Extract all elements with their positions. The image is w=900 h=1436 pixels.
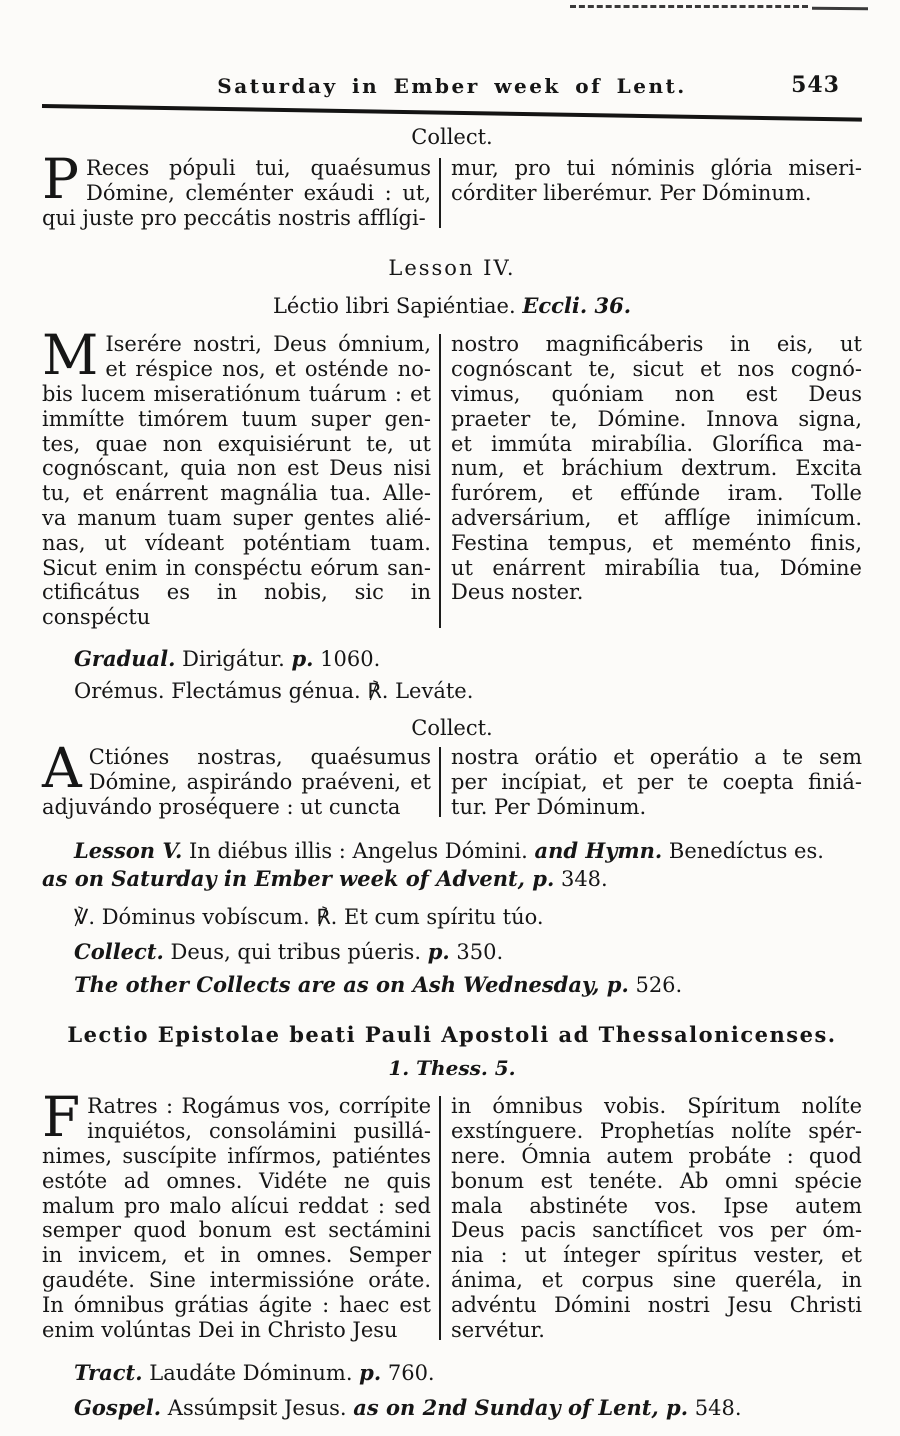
text-line: et réspice nos, et osténde no- xyxy=(105,357,431,382)
text-line: semper quod bonum est sectámini xyxy=(42,1218,431,1243)
text-line: nia : ut ínteger spíritus vester, et xyxy=(451,1243,862,1268)
page-number: 543 xyxy=(791,72,840,98)
column-divider xyxy=(439,158,441,228)
text-line: gaudéte. Sine intermissióne oráte. xyxy=(42,1267,431,1292)
lesson5-line2: as on Saturday in Ember week of Advent, p. 348. xyxy=(42,866,608,892)
text-line: immítte timórem tuum super gen- xyxy=(42,406,431,431)
text-line: nere. Ómnia autem probáte : quod xyxy=(451,1143,862,1168)
text-line: ut enárrent mirabília tua, Dómine xyxy=(451,555,862,580)
collect2-heading: Collect. xyxy=(411,715,493,740)
lesson4-subheading: Léctio libri Sapiéntiae. Eccli. 36. xyxy=(272,293,632,319)
text-line: Deus noster. xyxy=(451,580,584,605)
collect-left-lines xyxy=(42,147,431,230)
text-line: tes, quae non exquisiérunt te, ut xyxy=(42,431,431,456)
column-divider xyxy=(439,334,441,628)
text-line: malum pro malo alícui reddat : sed xyxy=(42,1193,431,1218)
lesson4-right-column xyxy=(451,332,862,630)
collect-right-lines xyxy=(451,156,862,206)
page-title: Saturday in Ember week of Lent. xyxy=(217,74,687,98)
text-line: Iserére nostri, Deus ómnium, xyxy=(105,332,431,357)
text-line: mur, pro tui nóminis glória miseri- xyxy=(451,156,862,180)
dropcap-m: M xyxy=(42,323,99,388)
text-line: advéntu Dómini nostri Jesu Christi xyxy=(451,1292,862,1317)
text-line: tur. Per Dóminum. xyxy=(451,794,647,819)
collect-text-block xyxy=(42,147,862,230)
running-header xyxy=(42,0,862,100)
text-line: Deus pacis sanctíficet vos per óm- xyxy=(451,1218,862,1243)
text-line: estóte ad omnes. Vidéte ne quis xyxy=(42,1168,431,1193)
text-line: Ratres : Rogámus vos, corrípite xyxy=(87,1094,431,1119)
text-line: Festina tempus, et meménto finis, xyxy=(451,530,862,555)
column-divider xyxy=(439,747,441,817)
dropcap-p: P xyxy=(42,147,80,211)
text-line: bis lucem miseratiónum tuárum : et xyxy=(42,381,431,406)
gradual-rubric: Gradual. Dirigátur. p. 1060. xyxy=(74,645,381,671)
collect2-text-block xyxy=(42,735,862,819)
gospel-rubric: Gospel. Assúmpsit Jesus. as on 2nd Sunday of Lent, p. 548. xyxy=(74,1395,742,1421)
text-line: ánima, et corpus sine queréla, in xyxy=(451,1267,862,1292)
text-line: Dómine, aspirándo praéveni, et xyxy=(88,769,431,794)
text-line: adversárium, et afflíge inimícum. xyxy=(451,505,862,530)
epistle-left-column xyxy=(42,1085,431,1342)
text-line: Dómine, cleménter exáudi : ut, xyxy=(86,180,431,205)
oremus-rubric: Orémus. Flectámus génua. ℟. Leváte. xyxy=(74,678,474,703)
lesson5-line1: Lesson V. In diébus illis : Angelus Dómini. and Hymn. Benedíctus es. xyxy=(74,838,824,864)
collect2-right-lines xyxy=(451,745,862,819)
text-line: va manum tuam super gentes alié- xyxy=(42,505,431,530)
text-line: Sicut enim in conspéctu eórum san- xyxy=(42,555,431,580)
epistle-text-block xyxy=(42,1085,862,1342)
text-line: et immúta mirabília. Glorífica ma- xyxy=(451,431,862,456)
text-line: exstínguere. Prophetías nolíte spér- xyxy=(451,1119,862,1144)
text-line: furórem, et effúnde iram. Tolle xyxy=(451,481,862,506)
text-line: bonum est tenéte. Ab omni spécie xyxy=(451,1168,862,1193)
epistle-reference: 1. Thess. 5. xyxy=(388,1056,516,1081)
other-collects-rubric: The other Collects are as on Ash Wednesday, p. 526. xyxy=(74,972,683,998)
collect2-right-column xyxy=(451,745,862,819)
text-line: vimus, quóniam non est Deus xyxy=(451,381,862,406)
versicle-response-line: ℣. Dóminus vobíscum. ℟. Et cum spíritu túo. xyxy=(74,905,544,930)
epistle-right-column xyxy=(451,1094,862,1342)
text-line: qui juste pro peccátis nostris afflígi- xyxy=(42,205,426,230)
text-line: tu, et enárrent magnália tua. Alle- xyxy=(42,481,431,506)
text-line: servétur. xyxy=(451,1317,545,1342)
dropcap-a: A xyxy=(42,735,82,800)
text-line: Ctiónes nostras, quaésumus xyxy=(88,744,431,769)
text-line: praeter te, Dómine. Innova signa, xyxy=(451,406,862,431)
epistle-left-lines xyxy=(42,1085,431,1342)
text-line: in ómnibus vobis. Spíritum nolíte xyxy=(451,1094,862,1119)
text-line: córditer liberémur. Per Dóminum. xyxy=(451,180,812,205)
text-line: in invicem, et in omnes. Semper xyxy=(42,1243,431,1268)
text-line: adjuvándo proséquere : ut cuncta xyxy=(42,794,401,819)
epistle-heading: Lectio Epistolae beati Pauli Apostoli ad Thessalonicenses. xyxy=(67,1022,837,1048)
text-line: per incípiat, et per te coepta finiá- xyxy=(451,769,862,794)
lesson4-left-lines xyxy=(42,323,431,630)
text-line: mala abstinéte vos. Ipse autem xyxy=(451,1193,862,1218)
text-line: nimes, suscípite infírmos, patiéntes xyxy=(42,1143,431,1168)
lesson4-heading: Lesson IV. xyxy=(388,256,516,281)
text-line: nostro magnificáberis in eis, ut xyxy=(451,332,862,357)
text-line: num, et bráchium dextrum. Excita xyxy=(451,456,862,481)
text-line: ctificátus es in nobis, sic in conspéctu xyxy=(42,580,431,630)
collect2-left-column xyxy=(42,735,431,819)
text-line: nostra orátio et operátio a te sem xyxy=(451,744,862,769)
collect-right-column xyxy=(451,156,862,230)
lesson4-right-lines xyxy=(451,332,862,605)
epistle-right-lines xyxy=(451,1094,862,1342)
lesson5-rubric xyxy=(42,837,862,893)
tract-rubric: Tract. Laudáte Dóminum. p. 760. xyxy=(74,1360,435,1386)
collect2-left-lines xyxy=(42,735,431,819)
text-line: Reces pópuli tui, quaésumus xyxy=(86,156,431,180)
text-line: inquiétos, consolámini pusillá- xyxy=(87,1119,431,1144)
header-rule xyxy=(42,104,862,122)
text-line: enim volúntas Dei in Christo Jesu xyxy=(42,1317,398,1342)
column-divider xyxy=(439,1096,441,1340)
lesson4-left-column xyxy=(42,323,431,630)
collect-heading: Collect. xyxy=(411,125,493,149)
text-line: cognóscant, quia non est Deus nisi xyxy=(42,456,431,481)
text-line: cognóscant te, sicut et nos cognó- xyxy=(451,357,862,382)
collect-deus-rubric: Collect. Deus, qui tribus púeris. p. 350. xyxy=(74,939,504,965)
text-line: nas, ut vídeant poténtiam tuam. xyxy=(42,530,431,555)
dropcap-f: F xyxy=(42,1085,81,1150)
collect-left-column xyxy=(42,147,431,230)
lesson4-text-block xyxy=(42,323,862,630)
text-line: In ómnibus grátias ágite : haec est xyxy=(42,1292,431,1317)
